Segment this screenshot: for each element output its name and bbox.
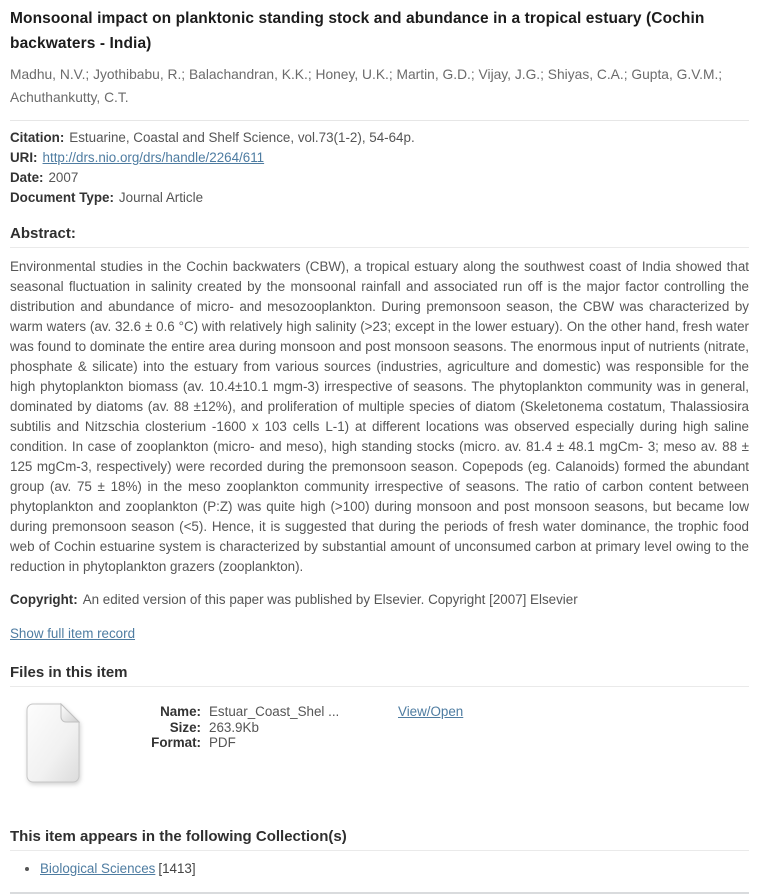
date-value: 2007 bbox=[48, 170, 79, 185]
doctype-row bbox=[10, 188, 749, 208]
view-open-link[interactable]: View/Open bbox=[398, 704, 464, 719]
collection-link[interactable]: Biological Sciences bbox=[40, 861, 156, 876]
file-meta bbox=[131, 703, 398, 751]
metadata-block bbox=[10, 128, 749, 208]
citation-value: Estuarine, Coastal and Shelf Science, vol.73(1-2), 54-64p. bbox=[69, 130, 415, 145]
citation-row bbox=[10, 128, 749, 148]
uri-row bbox=[10, 148, 749, 168]
copyright-label: Copyright: bbox=[10, 592, 78, 607]
doctype-label: Document Type: bbox=[10, 190, 114, 205]
files-section-heading: Files in this item bbox=[10, 664, 749, 687]
document-file-icon[interactable] bbox=[22, 703, 84, 783]
authors-divider bbox=[10, 120, 749, 121]
file-icon-cell bbox=[10, 703, 131, 783]
uri-link[interactable]: http://drs.nio.org/drs/handle/2264/611 bbox=[42, 150, 265, 165]
file-name-label: Name: bbox=[160, 704, 201, 719]
file-format-label: Format: bbox=[151, 735, 201, 750]
collection-count: [1413] bbox=[158, 861, 196, 876]
collections-list bbox=[10, 860, 749, 878]
collection-list-item bbox=[40, 860, 749, 878]
doctype-value: Journal Article bbox=[118, 190, 204, 205]
file-size-value: 263.9Kb bbox=[209, 719, 259, 735]
citation-label: Citation: bbox=[10, 130, 65, 145]
abstract-text: Environmental studies in the Cochin backwaters (CBW), a tropical estuary along the southwest coast of India showed that seasonal fluctuation in salinity created by the monsoonal rainfall and associated run off is the major factor controlling the distribution and abundance of micro- and mesozooplankton. During premonsoon season, the CBW was characterized by warm waters (av. 32.6 ± 0.6 °C) with relatively high salinity (>23; except in the lower estuary). On the other hand, fresh water was found to dominate the entire area during monsoon and post monsoon seasons. The enormous input of nutrients (nitrate, phosphate & silicate) into the estuary from various sources (industries, agriculture and domestic) was responsible for the high phytoplankton biomass (av. 10.4±10.1 mgm-3) irrespective of seasons. The phytoplankton community was in general, dominated by diatoms (av. 88 ±12%), and proliferation of multiple species of diatom (Skeletonema costatum, Thalassiosira subtilis and Nitzschia closterium -1600 x 103 cells L-1) at different locations was observed especially during high saline condition. In case of zooplankton (micro- and meso), high standing stocks (micro. av. 81.4 ± 48.1 mgCm- 3; meso av. 88 ± 125 mgCm-3, respectively) were recorded during the premonsoon season. Copepods (eg. Calanoids) formed the abundant group (av. 75 ± 18%) in the meso zooplankton community irrespective of seasons. The ratio of carbon content between phytoplankton and zooplankton (P:Z) was quite high (>100) during monsoon and post monsoon seasons, but became low during premonsoon season (<5). Hence, it is suggested that during the periods of fresh water dominance, the trophic food web of Cochin estuarine system is characterized by substantial amount of unconsumed carbon at primary level owing to the reduction in phytoplankton grazers (zooplankton). bbox=[10, 259, 749, 574]
collections-section-heading: This item appears in the following Collection(s) bbox=[10, 828, 749, 851]
file-format-row bbox=[131, 735, 398, 751]
file-actions bbox=[398, 703, 463, 719]
file-size-row bbox=[131, 720, 398, 736]
copyright-row bbox=[10, 590, 749, 610]
file-name-row bbox=[131, 704, 398, 720]
abstract-heading: Abstract: bbox=[10, 225, 749, 248]
date-label: Date: bbox=[10, 170, 44, 185]
page-title: Monsoonal impact on planktonic standing stock and abundance in a tropical estuary (Cochin backwaters - India) bbox=[10, 10, 705, 52]
file-name-value: Estuar_Coast_Shel ... bbox=[209, 704, 340, 719]
uri-label: URI: bbox=[10, 150, 38, 165]
show-full-item-record-link[interactable]: Show full item record bbox=[10, 626, 136, 641]
file-format-value: PDF bbox=[209, 735, 236, 750]
date-row bbox=[10, 168, 749, 188]
file-entry bbox=[10, 703, 749, 795]
copyright-value: An edited version of this paper was published by Elsevier. Copyright [2007] Elsevier bbox=[82, 592, 578, 607]
file-size-label: Size: bbox=[169, 719, 201, 735]
author-list: Madhu, N.V.; Jyothibabu, R.; Balachandran, K.K.; Honey, U.K.; Martin, G.D.; Vijay, J.G.; Shiyas, C.A.; Gupta, G.V.M.; Achuthankutty, C.T. bbox=[10, 67, 723, 105]
